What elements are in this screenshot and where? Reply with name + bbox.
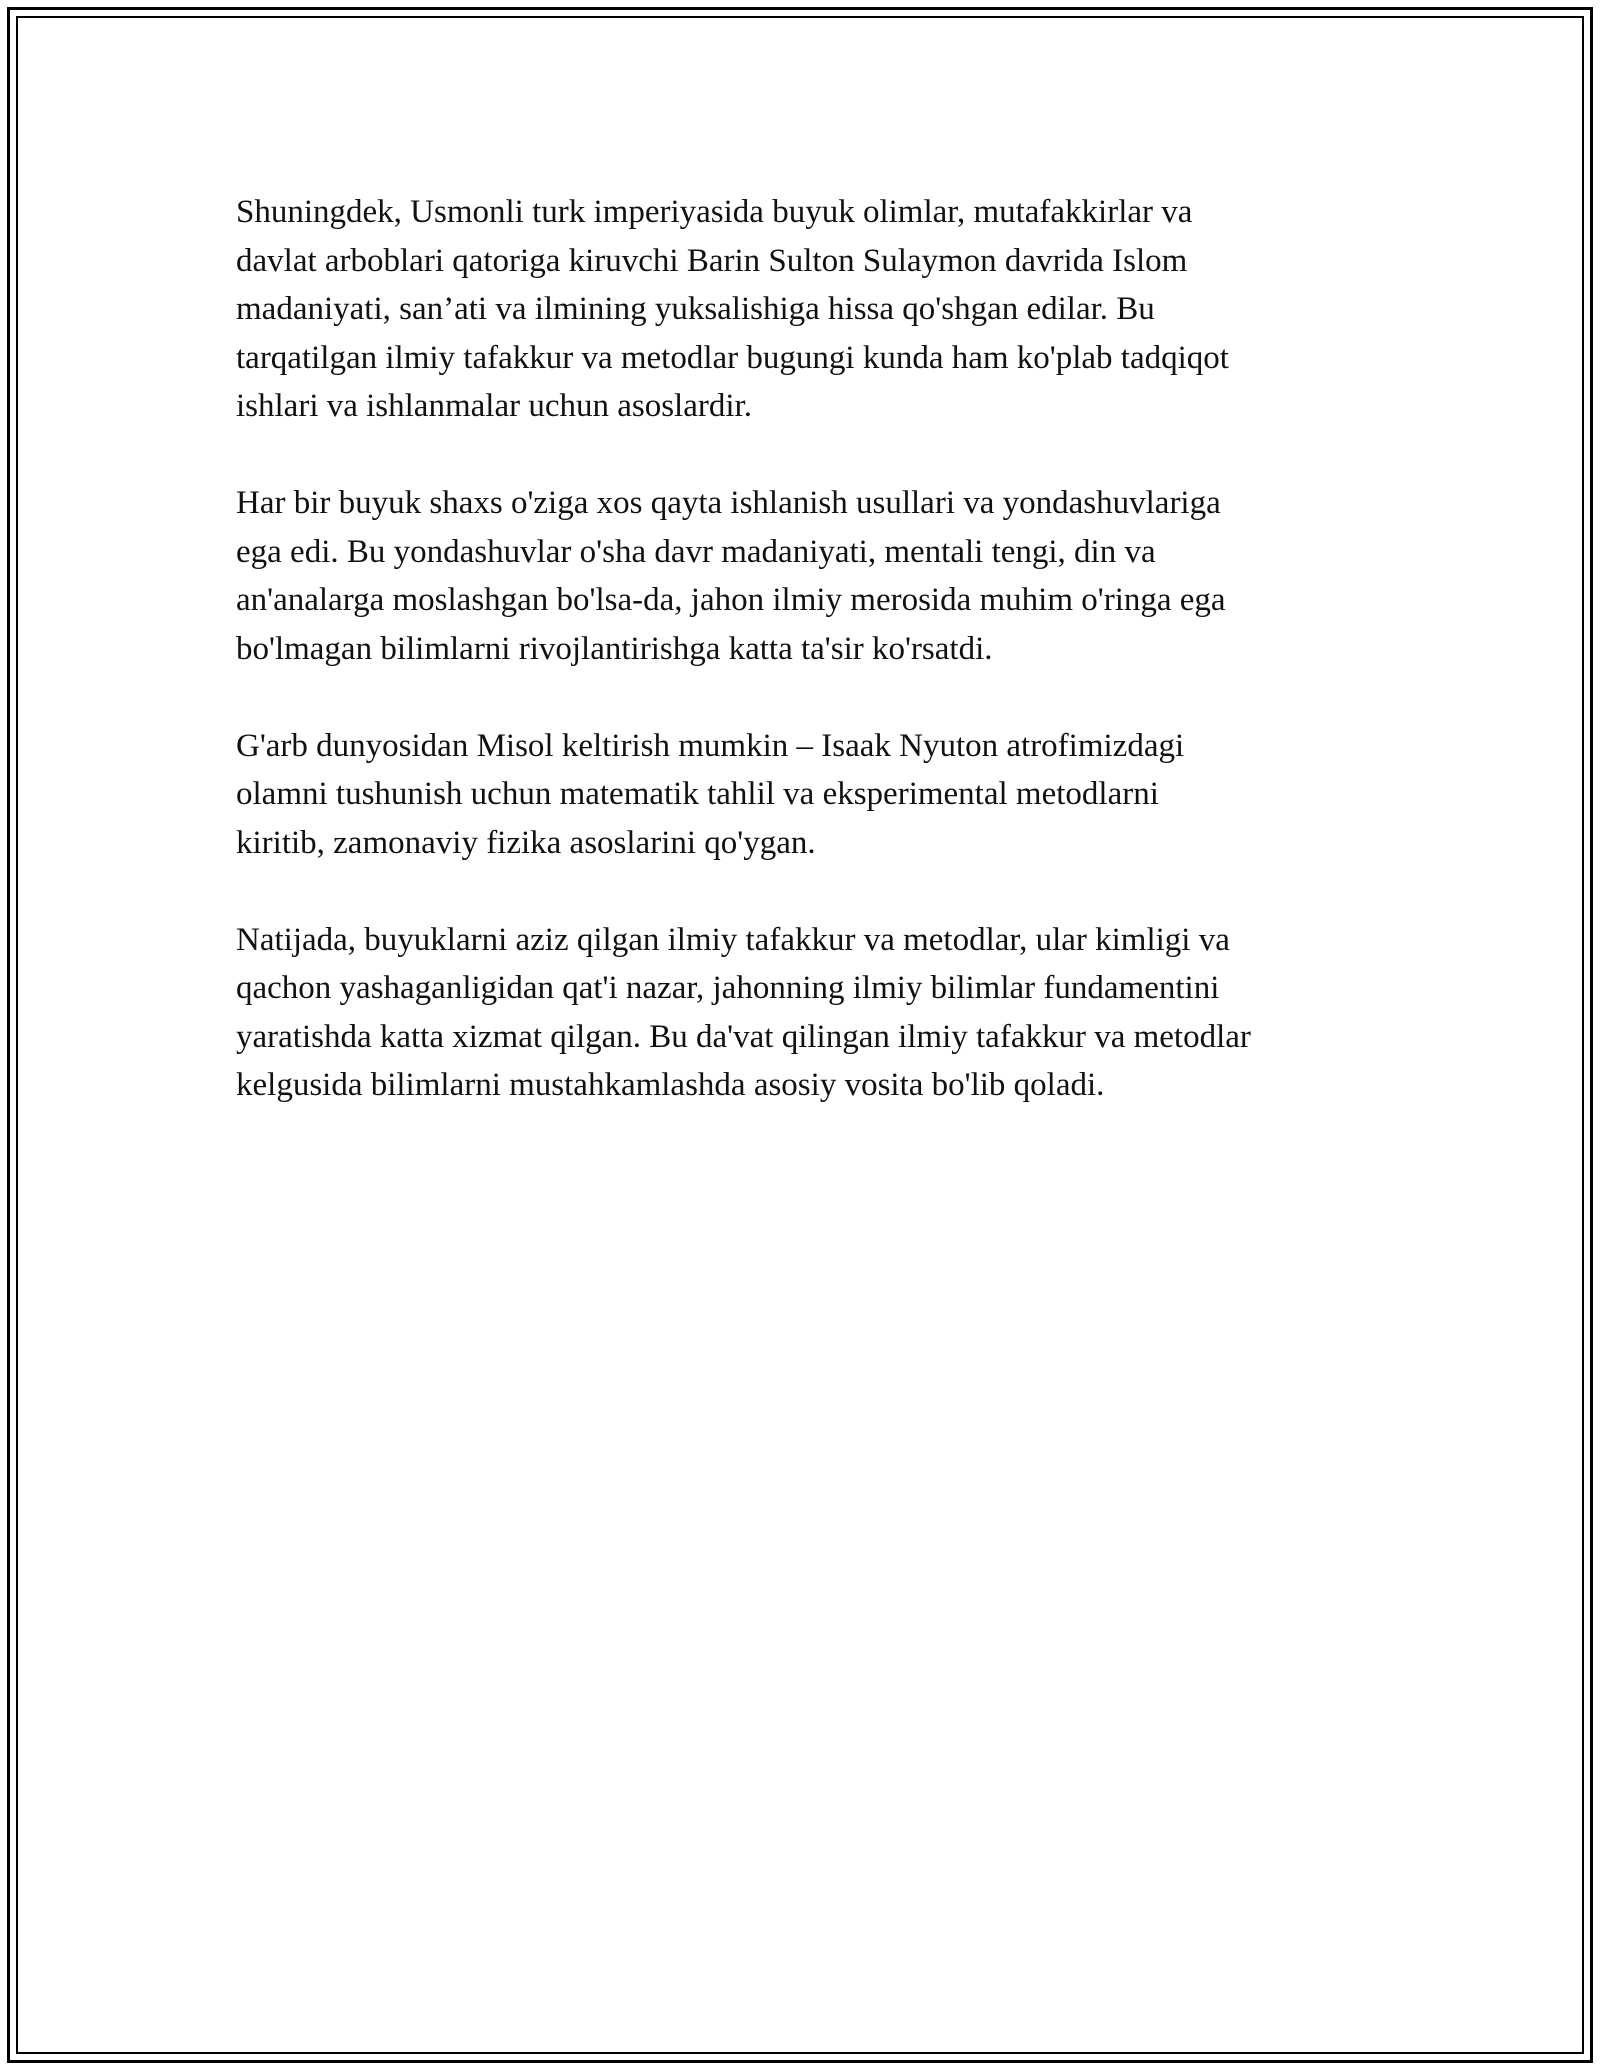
text-line: kelgusida bilimlarni mustahkamlashda asosiy vosita bo'lib qoladi. (236, 1067, 1105, 1103)
text-line: Shuningdek, Usmonli turk imperiyasida buyuk olimlar, mutafakkirlar va (236, 194, 1193, 230)
text-line: tarqatilgan ilmiy tafakkur va metodlar bugungi kunda ham ko'plab tadqiqot (236, 339, 1229, 376)
text-line: ega edi. Bu yondashuvlar o'sha davr madaniyati, mentali tengi, din va (236, 533, 1156, 570)
paragraph-3 (236, 722, 1376, 868)
text-line: Har bir buyuk shaxs o'ziga xos qayta ishlanish usullari va yondashuvlariga (236, 485, 1221, 521)
text-line: bo'lmagan bilimlarni rivojlantirishga katta ta'sir ko'rsatdi. (236, 630, 993, 667)
text-line: yaratishda katta xizmat qilgan. Bu da'vat qilingan ilmiy tafakkur va metodlar (236, 1018, 1251, 1055)
text-line: madaniyati, san’ati va ilmining yuksalishiga hissa qo'shgan edilar. Bu (236, 291, 1155, 327)
text-line: an'analarga moslashgan bo'lsa-da, jahon ilmiy merosida muhim o'ringa ega (236, 582, 1226, 618)
text-line: kiritib, zamonaviy fizika asoslarini qo'ygan. (236, 824, 816, 861)
paragraph-2 (236, 479, 1376, 673)
text-line: qachon yashaganligidan qat'i nazar, jahonning ilmiy bilimlar fundamentini (236, 970, 1220, 1006)
paragraph-4 (236, 916, 1376, 1110)
text-line: Natijada, buyuklarni aziz qilgan ilmiy tafakkur va metodlar, ular kimligi va (236, 921, 1230, 958)
text-line: davlat arboblari qatoriga kiruvchi Barin Sulton Sulaymon davrida Islom (236, 242, 1188, 279)
document-body (236, 188, 1376, 1158)
text-line: olamni tushunish uchun matematik tahlil va eksperimental metodlarni (236, 776, 1159, 812)
text-line: G'arb dunyosidan Misol keltirish mumkin – Isaak Nyuton atrofimizdagi (236, 727, 1185, 764)
paragraph-1 (236, 188, 1376, 431)
text-line: ishlari va ishlanmalar uchun asoslardir. (236, 388, 752, 424)
